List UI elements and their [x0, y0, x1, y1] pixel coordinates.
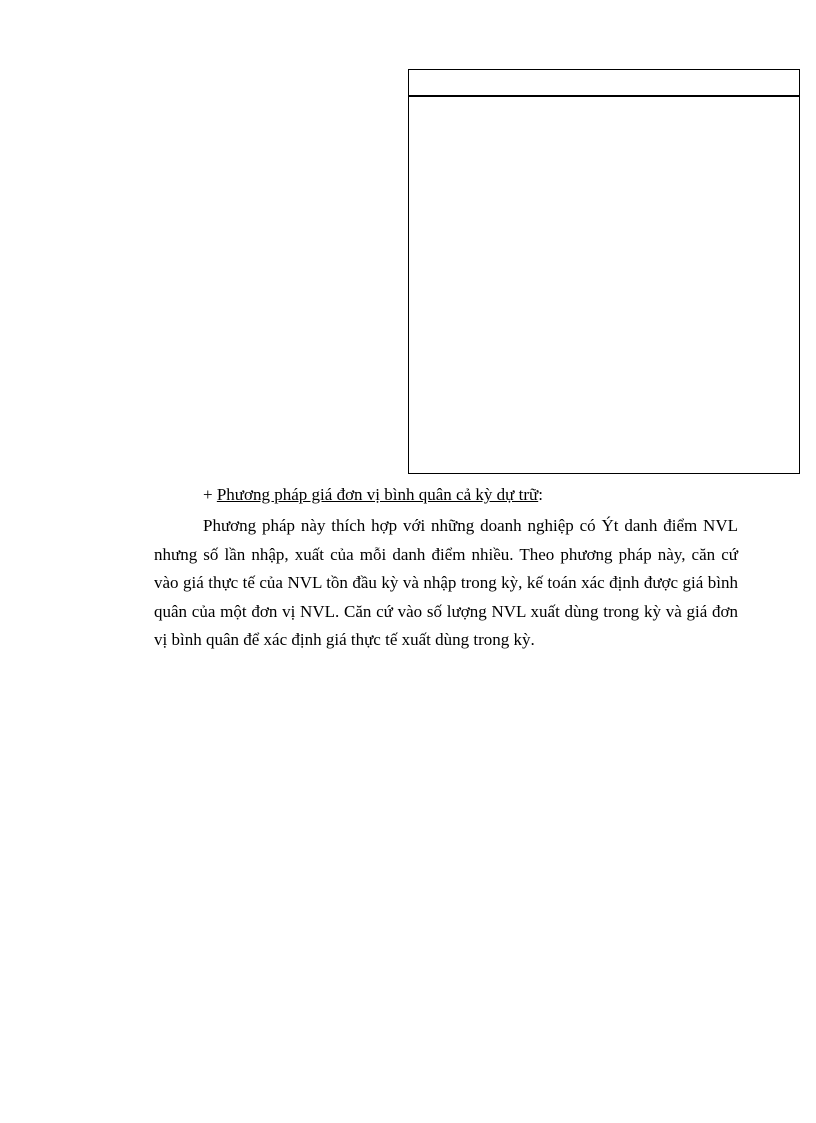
- heading-colon: :: [538, 485, 543, 504]
- heading-title: Phương pháp giá đơn vị bình quân cả kỳ dự trữ: [216, 485, 539, 504]
- table-body-cell: [409, 97, 799, 473]
- body-paragraph: Phương pháp này thích hợp với những doanh nghiệp có Ýt danh điểm NVL nhưng số lần nhập, xuất của mỗi danh điểm nhiều. Theo phương pháp này, căn cứ vào giá thực tế của NVL tồn đầu kỳ và nhập trong kỳ, kế toán xác định được giá bình quân của một đơn vị NVL. Căn cứ vào số lượng NVL xuất dùng trong kỳ và giá đơn vị bình quân để xác định giá thực tế xuất dùng trong kỳ.: [154, 516, 738, 649]
- empty-table-frame: [408, 69, 800, 474]
- heading-bullet: +: [203, 485, 213, 504]
- table-header-row: [409, 70, 799, 97]
- section-heading: [203, 484, 543, 506]
